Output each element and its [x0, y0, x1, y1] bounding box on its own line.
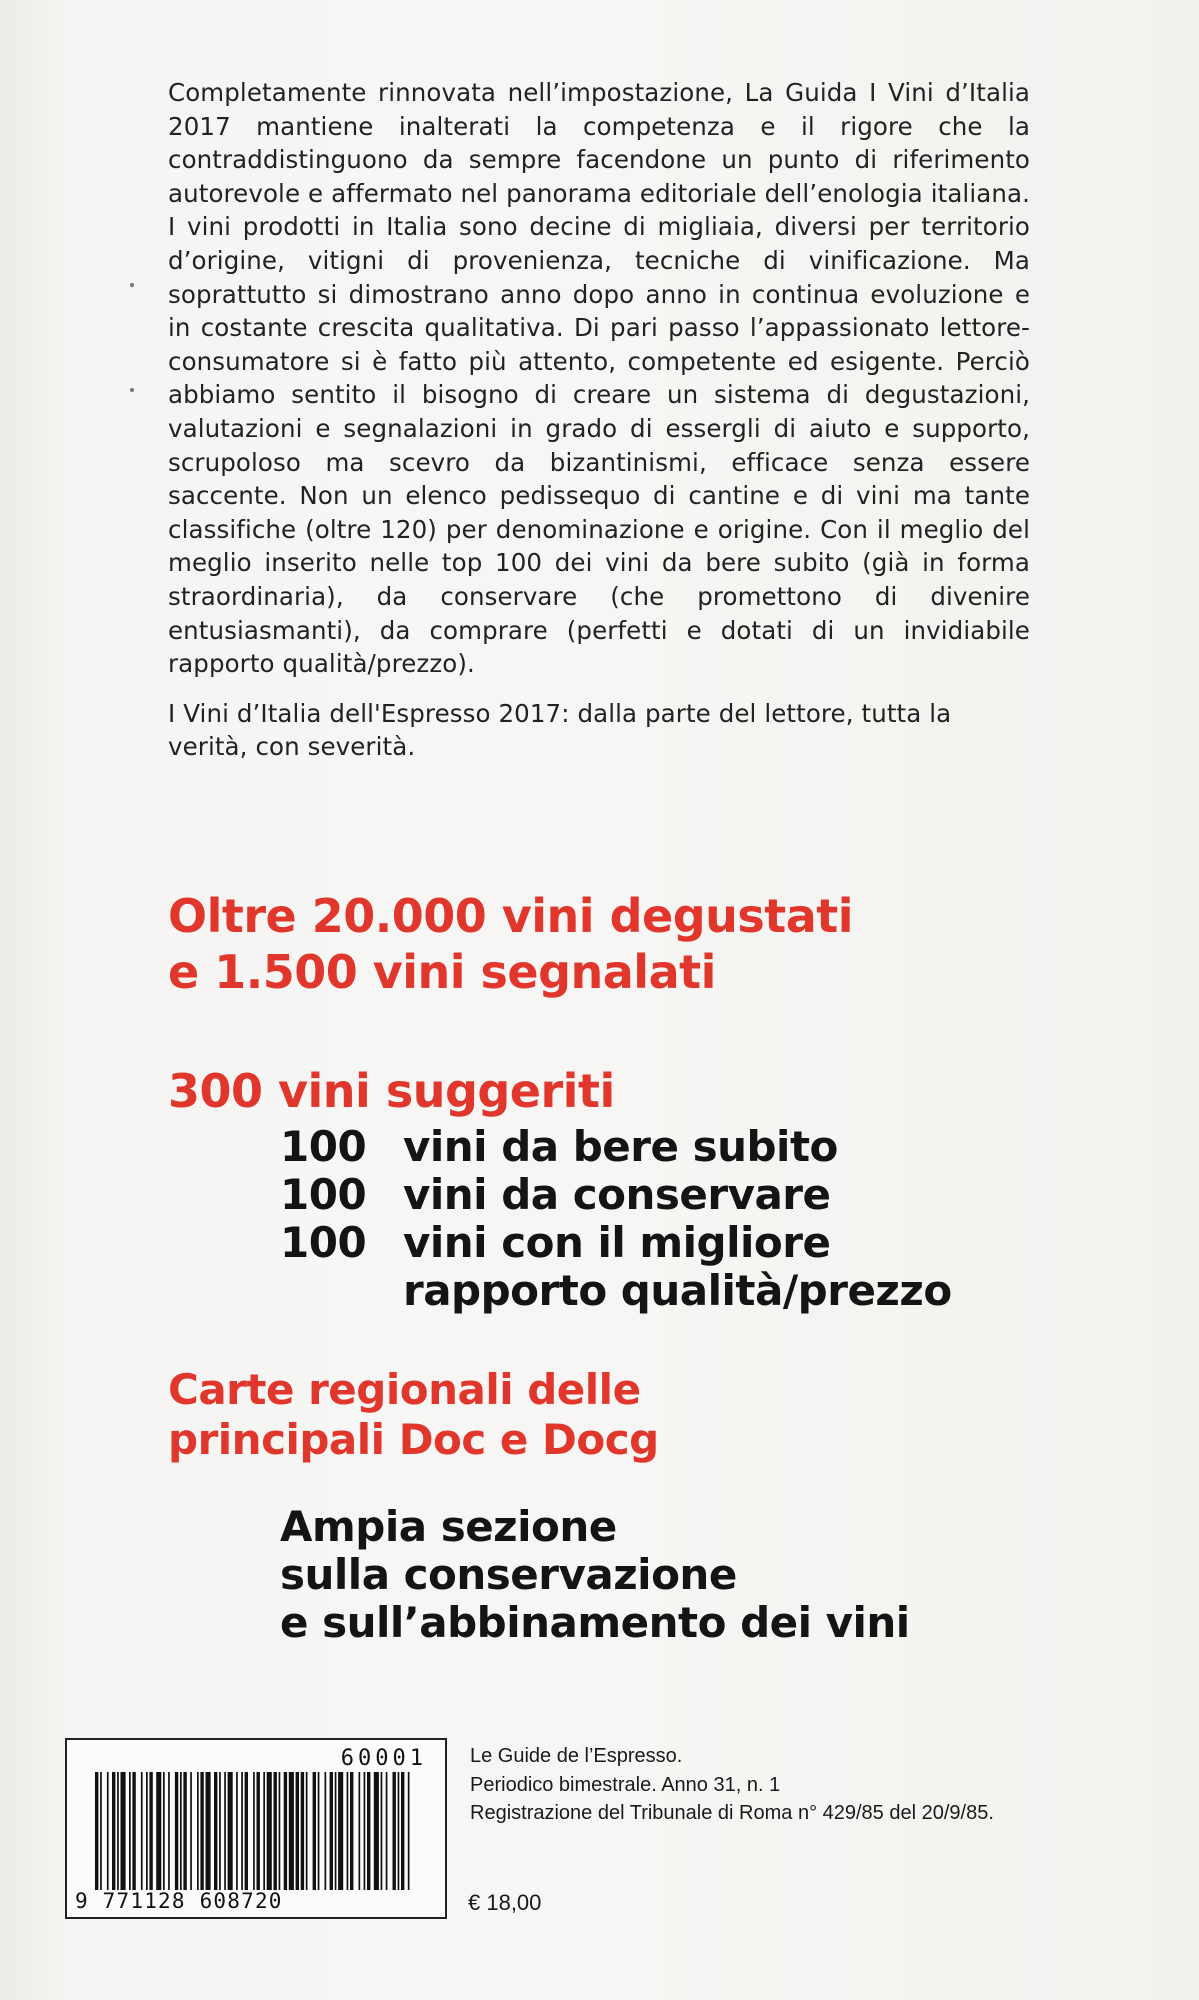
barcode-bars — [95, 1772, 420, 1890]
barcode-bar — [359, 1772, 361, 1890]
intro-text — [168, 76, 1030, 764]
barcode-bar — [313, 1772, 316, 1890]
barcode-bar — [214, 1772, 217, 1890]
barcode-bar — [112, 1772, 115, 1890]
barcode-bar — [381, 1772, 383, 1890]
list-item-continuation — [280, 1267, 952, 1315]
barcode-bar — [168, 1772, 170, 1890]
list-item-number: 100 — [280, 1218, 367, 1267]
barcode-ean-digits: 9 771128 608720 — [75, 1889, 283, 1913]
barcode-bar — [393, 1772, 396, 1890]
suggested-list — [280, 1123, 952, 1315]
barcode-bar — [141, 1772, 143, 1890]
intro-paragraph: Completamente rinnovata nell’impostazione, La Guida I Vini d’Italia 2017 mantiene inalterati la competenza e il rigore che la contraddistinguono da sempre facendone un punto di riferimento autorevole e affermato nel panorama editoriale dell’enologia italiana. I vini prodotti in Italia sono decine di migliaia, diversi per territorio d’origine, vitigni di provenienza, tecniche di vinificazione. Ma soprattutto si dimostrano anno dopo anno in continua evoluzione e in costante crescita qualitativa. Di pari passo l’appassionato lettore-consumatore si è fatto più attento, competente ed esigente. Perciò abbiamo sentito il bisogno di creare un sistema di degustazioni, valutazioni e segnalazioni in grado di essergli di aiuto e supporto, scrupoloso ma scevro da bizantinismi, efficace senza essere saccente. Non un elenco pedissequo di cantine e di vini ma tante classifiche (oltre 120) per denominazione e origine. Con il meglio del meglio inserito nelle top 100 dei vini da bere subito (già in forma straordinaria), da conservare (che promettono di divenire entusiasmanti), da comprare (perfetti e dotati di un invidiabile rapporto qualità/prezzo). — [168, 78, 1030, 679]
headline-maps-line2: principali Doc e Docg — [168, 1415, 659, 1464]
barcode-bar — [364, 1772, 366, 1890]
scan-mark — [130, 388, 134, 392]
barcode-bar — [398, 1772, 400, 1890]
barcode-bar — [236, 1772, 238, 1890]
barcode-bar — [306, 1772, 308, 1890]
price-label: € 18,00 — [468, 1890, 542, 1915]
barcode-bar — [132, 1772, 135, 1890]
barcode-bar — [350, 1772, 353, 1890]
list-item-text: vini da bere subito — [403, 1122, 838, 1171]
barcode-bar — [197, 1772, 199, 1890]
list-item — [280, 1123, 952, 1171]
barcode-bar — [149, 1772, 152, 1890]
barcode-bar — [183, 1772, 186, 1890]
barcode-bar — [117, 1772, 119, 1890]
barcode-bar — [200, 1772, 203, 1890]
barcode-bar — [374, 1772, 379, 1890]
barcode-bar — [100, 1772, 102, 1890]
barcode-bar — [408, 1772, 410, 1890]
barcode-addon-digits: 60001 — [340, 1746, 427, 1771]
list-item-number: 100 — [280, 1122, 367, 1171]
list-item-text: vini da conservare — [403, 1170, 831, 1219]
barcode-bar — [180, 1772, 182, 1890]
intro-closing: I Vini d’Italia dell'Espresso 2017: dalla parte del lettore, tutta la verità, con severità. — [168, 698, 952, 762]
list-item-number: 100 — [280, 1170, 367, 1219]
barcode-bar — [190, 1772, 192, 1890]
barcode-bar — [347, 1772, 349, 1890]
barcode-bar — [279, 1772, 281, 1890]
barcode-bar — [289, 1772, 294, 1890]
barcode-bar — [253, 1772, 255, 1890]
barcode-bar — [401, 1772, 404, 1890]
barcode-bar — [129, 1772, 131, 1890]
barcode-bar — [267, 1772, 272, 1890]
barcode-bar — [228, 1772, 233, 1890]
barcode-bar — [301, 1772, 304, 1890]
headline-tasted-line2: e 1.500 vini segnalati — [168, 945, 716, 999]
barcode-bar — [245, 1772, 248, 1890]
list-item — [280, 1219, 952, 1267]
barcode-bar — [263, 1772, 265, 1890]
headline-suggested: 300 vini suggeriti — [168, 1064, 615, 1118]
headline-section-line3: e sull’abbinamento dei vini — [280, 1598, 910, 1647]
barcode-bar — [156, 1772, 161, 1890]
headline-maps-line1: Carte regionali delle — [168, 1365, 641, 1414]
barcode-bar — [224, 1772, 226, 1890]
imprint — [470, 1742, 994, 1828]
headline-section-line1: Ampia sezione — [280, 1502, 617, 1551]
list-item — [280, 1171, 952, 1219]
barcode-bar — [241, 1772, 243, 1890]
barcode-bar — [325, 1772, 327, 1890]
barcode-bar — [330, 1772, 333, 1890]
barcode-bar — [121, 1772, 126, 1890]
headline-section-line2: sulla conservazione — [280, 1550, 737, 1599]
barcode-bar — [274, 1772, 277, 1890]
barcode-bar — [219, 1772, 221, 1890]
barcode — [65, 1738, 447, 1919]
imprint-registration: Registrazione del Tribunale di Roma n° 429/85 del 20/9/85. — [470, 1802, 994, 1824]
list-item-text: vini con il migliore — [403, 1218, 831, 1267]
barcode-bar — [257, 1772, 260, 1890]
barcode-bar — [284, 1772, 287, 1890]
barcode-bar — [386, 1772, 388, 1890]
list-item-text: rapporto qualità/prezzo — [403, 1266, 952, 1315]
barcode-bar — [338, 1772, 343, 1890]
barcode-bar — [107, 1772, 109, 1890]
barcode-bar — [175, 1772, 178, 1890]
imprint-periodicity: Periodico bimestrale. Anno 31, n. 1 — [470, 1773, 781, 1796]
headline-tasted-line1: Oltre 20.000 vini degustati — [168, 889, 854, 943]
barcode-bar — [163, 1772, 165, 1890]
barcode-bar — [206, 1772, 211, 1890]
scan-mark — [130, 283, 134, 287]
barcode-bar — [318, 1772, 320, 1890]
barcode-bar — [146, 1772, 148, 1890]
barcode-bar — [335, 1772, 337, 1890]
imprint-publisher: Le Guide de l’Espresso. — [470, 1745, 683, 1767]
barcode-bar — [367, 1772, 370, 1890]
barcode-bar — [296, 1772, 299, 1890]
barcode-bar — [95, 1772, 98, 1890]
